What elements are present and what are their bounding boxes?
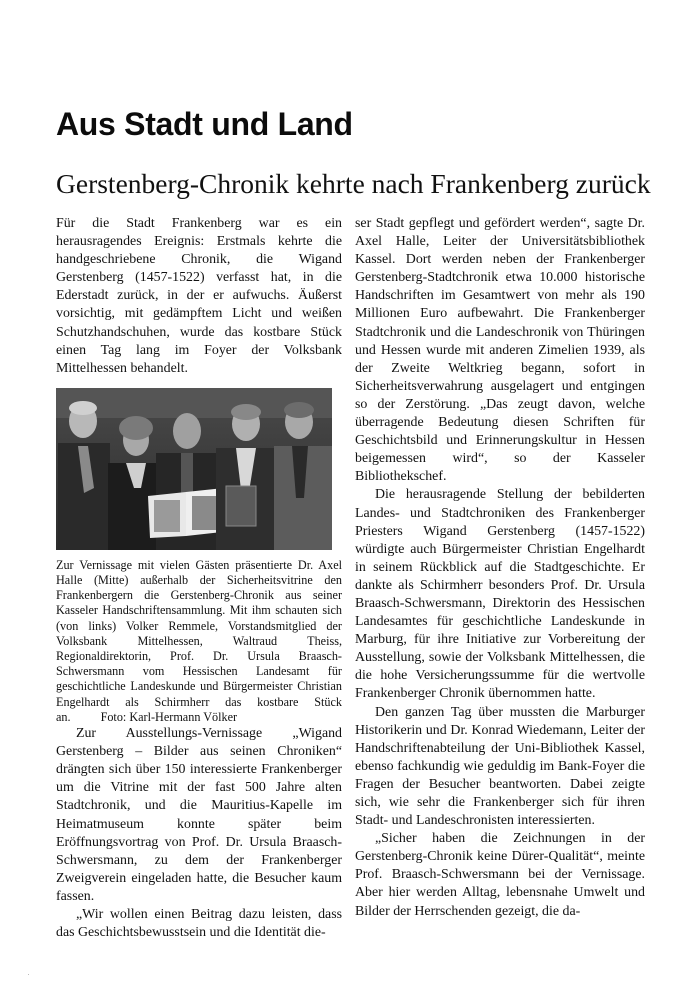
caption-text: Zur Vernissage mit vielen Gästen präsentierte Dr. Axel Halle (Mitte) außerhalb der Sicherheitsvitrine den Frankenbergern die Gerstenberg-Chronik aus seiner Kasseler Handschriftensammlung. Mit ihm schauten sich (von links) Volker Remmele, Vorstandsmitglied der Volksbank Mittelhessen, Waltraud Theiss, Regionaldirektorin, Prof. Dr. Ursula Braasch-Schwersmann vom Hessischen Landesamt für geschichtliche Landeskunde und Bürgermeister Christian Engelhardt als Schirmherr das kostbare Stück an. (56, 557, 342, 724)
body-paragraph: ser Stadt gepflegt und gefördert werden“, sagte Dr. Axel Halle, Leiter der Universitätsbibliothek Kassel. Dort werden neben der Frankenberger Gerstenberg-Stadtchronik etwa 10.000 historische Handschriften im Gesamtwert von mehr als 190 Millionen Euro aufbewahrt. Die Frankenberger Stadtchronik und die Landeschronik von Thüringen und Hessen wurde mit anderen Zimelien 1939, als der Zweite Weltkrieg begann, sofort in Sicherheitsverwahrung ausgelagert und entgingen so der Zerstörung. „Das zeugt davon, welche überragende Bedeutung diesen Schriften für Geschichtsbild und Erinnerungskultur in Hessen beigemessen wird“, so der Kasseler Bibliothekschef. (355, 216, 645, 485)
article-headline: Gerstenberg-Chronik kehrte nach Frankenberg zurück (56, 168, 651, 199)
body-paragraph: Den ganzen Tag über mussten die Marburger Historikerin und Dr. Konrad Wiedemann, Leiter der Handschriftenabteilung der Uni-Bibliothek Kassel, ebenso fachkundig wie geduldig im Bank-Foyer die Fragen der Besucher beantworten. Dabei zeigte sich, wie sehr die Frankenberger sich für ihren Stadt- und Landeschronisten interessierten. (355, 704, 645, 829)
group-photo-image (56, 388, 332, 550)
right-column (355, 215, 645, 921)
left-column (56, 215, 342, 942)
section-title: Aus Stadt und Land (56, 106, 353, 142)
body-paragraph: „Sicher haben die Zeichnungen in der Gerstenberg-Chronik keine Dürer-Qualität“, meinte Prof. Braasch-Schwersmann bei der Vernissage. Aber hier werden Alltag, lebensnahe Umwelt und Bilder der Herrschenden gezeigt, die da- (355, 831, 645, 919)
scan-artifact (28, 974, 29, 975)
intro-paragraph: Für die Stadt Frankenberg war es ein herausragendes Ereignis: Erstmals kehrte die handgeschriebene Chronik, die Wigand Gerstenberg (1457-1522) verfasst hat, in die Ederstadt zurück, in der er aufwuchs. Äußerst vorsichtig, mit gedämpftem Licht und weißen Schutzhandschuhen, wurde das kostbare Stück einen Tag lang im Foyer der Volksbank Mittelhessen behandelt. (56, 216, 342, 376)
body-paragraph: Zur Ausstellungs-Vernissage „Wigand Gerstenberg – Bilder aus seinen Chroniken“ drängten sich über 150 interessierte Frankenberger um die Vitrine mit der fast 500 Jahre alten Stadtchronik, und die Mauritius-Kapelle im Heimatmuseum konnte später beim Eröffnungsvortrag von Prof. Dr. Ursula Braasch-Schwersmann, zu dem der Frankenberger Zweigverein eingeladen hatte, die Besucher kaum fassen. (56, 726, 342, 904)
body-paragraph: Die herausragende Stellung der bebilderten Landes- und Stadtchroniken des Frankenberger Priesters Wigand Gerstenberg (1457-1522) würdigte auch Bürgermeister Christian Engelhardt in seinem Rückblick auf die Stadtgeschichte. Er dankte als Schirmherr besonders Prof. Dr. Ursula Braasch-Schwersmann, Direktorin des Hessischen Landesamtes für geschichtliche Landeskunde in Marburg, für ihre Initiative zur Vorbereitung der Ausstellung, sowie der Volksbank Mittelhessen, die die hohe Versicherungssumme für die wertvolle Frankenberger Chronik übernommen hatte. (355, 487, 645, 702)
photo-caption (56, 558, 342, 725)
article-photo (56, 388, 332, 550)
photo-credit: Foto: Karl-Hermann Völker (100, 709, 238, 724)
body-paragraph: „Wir wollen einen Beitrag dazu leisten, dass das Geschichtsbewusstsein und die Identität die- (56, 907, 342, 941)
